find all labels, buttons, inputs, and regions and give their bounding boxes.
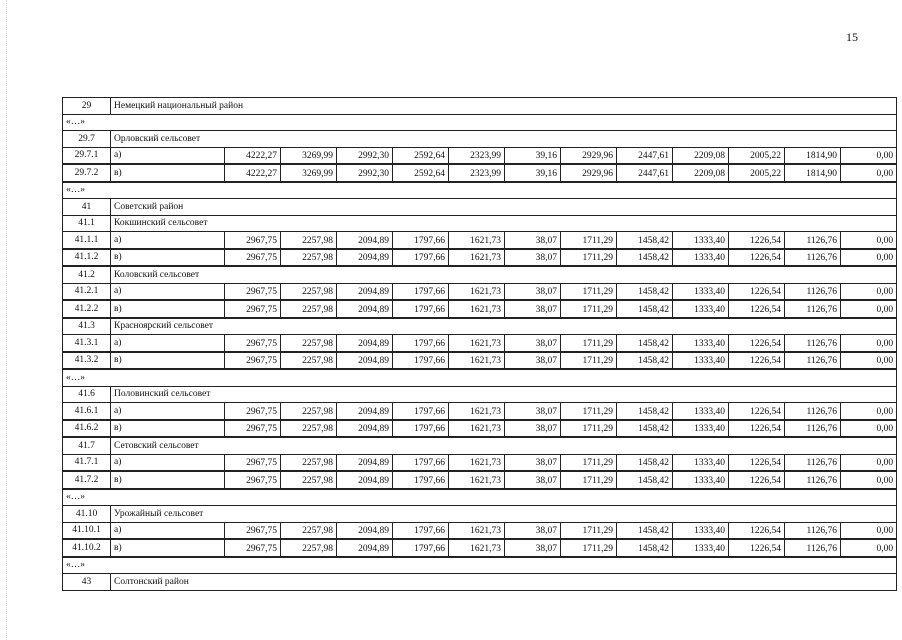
value-cell: 2005,22 [729,164,785,182]
table-row [63,147,897,164]
value-cell: 4222,27 [225,147,281,164]
value-cell: 1711,29 [561,471,617,489]
value-cell: 1797,66 [393,335,449,352]
value-cell: 2967,75 [225,352,281,370]
row-label: в) [111,249,225,267]
value-cell: 1226,54 [729,283,785,300]
value-cell: 1458,42 [617,335,673,352]
section-name: Сетовский сельсовет [111,437,897,454]
row-code: 41.7 [63,437,111,454]
value-cell: 1126,76 [785,335,841,352]
section-name: Половинский сельсовет [111,386,897,403]
value-cell: 0,00 [841,471,897,489]
value-cell: 1226,54 [729,403,785,420]
value-cell: 2257,98 [281,335,337,352]
omission-mark: «…» [63,489,897,506]
section-name: Солтонский район [111,574,897,591]
value-cell: 1126,76 [785,471,841,489]
row-code: 41.2 [63,266,111,283]
value-cell: 2967,75 [225,539,281,557]
value-cell: 1333,40 [673,335,729,352]
row-code: 41.6 [63,386,111,403]
value-cell: 1797,66 [393,300,449,318]
value-cell: 1226,54 [729,539,785,557]
value-cell: 2094,89 [337,300,393,318]
section-name: Урожайный сельсовет [111,506,897,523]
row-label: в) [111,352,225,370]
value-cell: 1621,73 [449,249,505,267]
value-cell: 0,00 [841,403,897,420]
value-cell: 1621,73 [449,454,505,471]
value-cell: 2967,75 [225,403,281,420]
value-cell: 1458,42 [617,352,673,370]
value-cell: 1621,73 [449,283,505,300]
value-cell: 1333,40 [673,232,729,249]
row-code: 41.1.2 [63,249,111,267]
section-name: Орловский сельсовет [111,131,897,148]
value-cell: 2257,98 [281,471,337,489]
value-cell: 1126,76 [785,454,841,471]
value-cell: 1333,40 [673,420,729,438]
value-cell: 1711,29 [561,283,617,300]
row-code: 41.6.1 [63,403,111,420]
table-row [63,300,897,318]
value-cell: 1333,40 [673,300,729,318]
value-cell: 38,07 [505,352,561,370]
value-cell: 1458,42 [617,539,673,557]
value-cell: 38,07 [505,539,561,557]
value-cell: 0,00 [841,249,897,267]
table-row [63,283,897,300]
value-cell: 2967,75 [225,232,281,249]
value-cell: 1333,40 [673,522,729,539]
section-name: Коловский сельсовет [111,266,897,283]
omission-row [63,182,897,199]
row-code: 41.10.2 [63,539,111,557]
page-edge [0,0,7,640]
row-code: 41.3.2 [63,352,111,370]
value-cell: 1458,42 [617,522,673,539]
value-cell: 1711,29 [561,249,617,267]
value-cell: 2257,98 [281,539,337,557]
value-cell: 0,00 [841,164,897,182]
value-cell: 1797,66 [393,471,449,489]
row-label: а) [111,232,225,249]
value-cell: 1711,29 [561,352,617,370]
value-cell: 1226,54 [729,420,785,438]
table-row [63,403,897,420]
value-cell: 1333,40 [673,403,729,420]
value-cell: 0,00 [841,283,897,300]
value-cell: 2929,96 [561,164,617,182]
value-cell: 2967,75 [225,249,281,267]
value-cell: 1797,66 [393,454,449,471]
row-code: 41.1.1 [63,232,111,249]
value-cell: 1621,73 [449,471,505,489]
value-cell: 2323,99 [449,147,505,164]
value-cell: 0,00 [841,454,897,471]
value-cell: 1797,66 [393,249,449,267]
value-cell: 3269,99 [281,147,337,164]
value-cell: 1333,40 [673,539,729,557]
value-cell: 2967,75 [225,522,281,539]
value-cell: 2094,89 [337,335,393,352]
value-cell: 1458,42 [617,454,673,471]
row-label: в) [111,471,225,489]
value-cell: 1126,76 [785,249,841,267]
value-cell: 1458,42 [617,300,673,318]
value-cell: 1333,40 [673,471,729,489]
row-label: в) [111,539,225,557]
omission-row [63,114,897,131]
value-cell: 2257,98 [281,232,337,249]
section-name: Красноярский сельсовет [111,318,897,335]
value-cell: 2005,22 [729,147,785,164]
value-cell: 38,07 [505,403,561,420]
value-cell: 1126,76 [785,300,841,318]
section-row [63,506,897,523]
section-row [63,98,897,115]
value-cell: 2447,61 [617,147,673,164]
value-cell: 38,07 [505,335,561,352]
value-cell: 2967,75 [225,300,281,318]
value-cell: 2257,98 [281,454,337,471]
value-cell: 2094,89 [337,539,393,557]
value-cell: 2209,08 [673,164,729,182]
value-cell: 1126,76 [785,283,841,300]
value-cell: 39,16 [505,147,561,164]
value-cell: 1814,90 [785,147,841,164]
row-code: 29 [63,98,111,115]
table-row [63,522,897,539]
value-cell: 2967,75 [225,335,281,352]
section-name: Кокшинский сельсовет [111,215,897,232]
value-cell: 2592,64 [393,164,449,182]
value-cell: 2257,98 [281,403,337,420]
value-cell: 1711,29 [561,232,617,249]
table-row [63,249,897,267]
row-code: 41.2.1 [63,283,111,300]
value-cell: 1458,42 [617,420,673,438]
value-cell: 2094,89 [337,420,393,438]
omission-row [63,369,897,386]
value-cell: 1458,42 [617,249,673,267]
value-cell: 1797,66 [393,403,449,420]
omission-mark: «…» [63,369,897,386]
value-cell: 1126,76 [785,522,841,539]
value-cell: 2257,98 [281,420,337,438]
value-cell: 2094,89 [337,352,393,370]
section-row [63,131,897,148]
value-cell: 1126,76 [785,352,841,370]
row-label: в) [111,300,225,318]
value-cell: 38,07 [505,249,561,267]
value-cell: 0,00 [841,335,897,352]
value-cell: 1226,54 [729,454,785,471]
omission-row [63,489,897,506]
value-cell: 1711,29 [561,522,617,539]
value-cell: 2209,08 [673,147,729,164]
value-cell: 1621,73 [449,335,505,352]
value-cell: 1814,90 [785,164,841,182]
value-cell: 2094,89 [337,232,393,249]
value-cell: 1621,73 [449,232,505,249]
value-cell: 2257,98 [281,352,337,370]
row-label: а) [111,283,225,300]
value-cell: 1226,54 [729,300,785,318]
value-cell: 2447,61 [617,164,673,182]
value-cell: 1126,76 [785,232,841,249]
row-label: а) [111,147,225,164]
value-cell: 1126,76 [785,403,841,420]
value-cell: 1621,73 [449,522,505,539]
value-cell: 4222,27 [225,164,281,182]
value-cell: 1126,76 [785,539,841,557]
value-cell: 2592,64 [393,147,449,164]
table-body [63,98,897,591]
value-cell: 0,00 [841,420,897,438]
value-cell: 2967,75 [225,454,281,471]
table-row [63,335,897,352]
value-cell: 38,07 [505,420,561,438]
value-cell: 38,07 [505,522,561,539]
table-row [63,539,897,557]
value-cell: 1226,54 [729,335,785,352]
value-cell: 1458,42 [617,232,673,249]
value-cell: 2967,75 [225,471,281,489]
section-row [63,266,897,283]
value-cell: 38,07 [505,471,561,489]
value-cell: 1711,29 [561,539,617,557]
value-cell: 1711,29 [561,420,617,438]
value-cell: 3269,99 [281,164,337,182]
value-cell: 1333,40 [673,249,729,267]
value-cell: 2094,89 [337,454,393,471]
value-cell: 1458,42 [617,283,673,300]
value-cell: 0,00 [841,522,897,539]
value-cell: 1711,29 [561,454,617,471]
table-row [63,420,897,438]
value-cell: 1711,29 [561,403,617,420]
row-code: 41 [63,199,111,216]
table-row [63,164,897,182]
section-row [63,199,897,216]
row-code: 41.3 [63,318,111,335]
table-row [63,454,897,471]
value-cell: 2323,99 [449,164,505,182]
value-cell: 1711,29 [561,335,617,352]
row-code: 29.7.2 [63,164,111,182]
page-number: 15 [846,30,858,44]
value-cell: 1797,66 [393,522,449,539]
table-row [63,232,897,249]
row-code: 41.10.1 [63,522,111,539]
value-cell: 1458,42 [617,471,673,489]
value-cell: 39,16 [505,164,561,182]
value-cell: 0,00 [841,300,897,318]
value-cell: 38,07 [505,232,561,249]
row-code: 41.7.2 [63,471,111,489]
value-cell: 2257,98 [281,283,337,300]
value-cell: 1621,73 [449,420,505,438]
value-cell: 2094,89 [337,522,393,539]
tariff-table [62,97,897,591]
value-cell: 0,00 [841,232,897,249]
value-cell: 1226,54 [729,471,785,489]
value-cell: 2992,30 [337,147,393,164]
value-cell: 2257,98 [281,300,337,318]
omission-row [63,557,897,574]
value-cell: 1797,66 [393,232,449,249]
value-cell: 2094,89 [337,471,393,489]
section-row [63,215,897,232]
table-row [63,471,897,489]
value-cell: 2967,75 [225,283,281,300]
value-cell: 1797,66 [393,539,449,557]
value-cell: 2257,98 [281,249,337,267]
value-cell: 38,07 [505,300,561,318]
row-label: а) [111,454,225,471]
section-name: Немецкий национальный район [111,98,897,115]
value-cell: 2094,89 [337,403,393,420]
row-label: а) [111,335,225,352]
value-cell: 1621,73 [449,300,505,318]
value-cell: 1797,66 [393,420,449,438]
row-code: 43 [63,574,111,591]
value-cell: 2094,89 [337,283,393,300]
row-code: 41.3.1 [63,335,111,352]
omission-mark: «…» [63,182,897,199]
row-code: 41.7.1 [63,454,111,471]
value-cell: 1333,40 [673,454,729,471]
value-cell: 0,00 [841,352,897,370]
row-label: в) [111,164,225,182]
row-code: 29.7 [63,131,111,148]
omission-mark: «…» [63,114,897,131]
value-cell: 38,07 [505,454,561,471]
value-cell: 1621,73 [449,403,505,420]
row-code: 41.2.2 [63,300,111,318]
row-code: 41.6.2 [63,420,111,438]
value-cell: 1226,54 [729,522,785,539]
row-code: 41.10 [63,506,111,523]
value-cell: 1458,42 [617,403,673,420]
value-cell: 2929,96 [561,147,617,164]
row-label: в) [111,420,225,438]
value-cell: 1333,40 [673,283,729,300]
value-cell: 1226,54 [729,352,785,370]
section-name: Советский район [111,199,897,216]
value-cell: 2992,30 [337,164,393,182]
value-cell: 1126,76 [785,420,841,438]
table-row [63,352,897,370]
section-row [63,318,897,335]
value-cell: 1797,66 [393,283,449,300]
value-cell: 0,00 [841,539,897,557]
value-cell: 2967,75 [225,420,281,438]
value-cell: 0,00 [841,147,897,164]
value-cell: 1333,40 [673,352,729,370]
row-label: а) [111,403,225,420]
row-code: 29.7.1 [63,147,111,164]
value-cell: 1226,54 [729,232,785,249]
value-cell: 2094,89 [337,249,393,267]
value-cell: 1711,29 [561,300,617,318]
section-row [63,437,897,454]
value-cell: 1621,73 [449,539,505,557]
value-cell: 1621,73 [449,352,505,370]
row-label: а) [111,522,225,539]
value-cell: 1226,54 [729,249,785,267]
value-cell: 1797,66 [393,352,449,370]
section-row [63,574,897,591]
value-cell: 38,07 [505,283,561,300]
section-row [63,386,897,403]
row-code: 41.1 [63,215,111,232]
value-cell: 2257,98 [281,522,337,539]
omission-mark: «…» [63,557,897,574]
